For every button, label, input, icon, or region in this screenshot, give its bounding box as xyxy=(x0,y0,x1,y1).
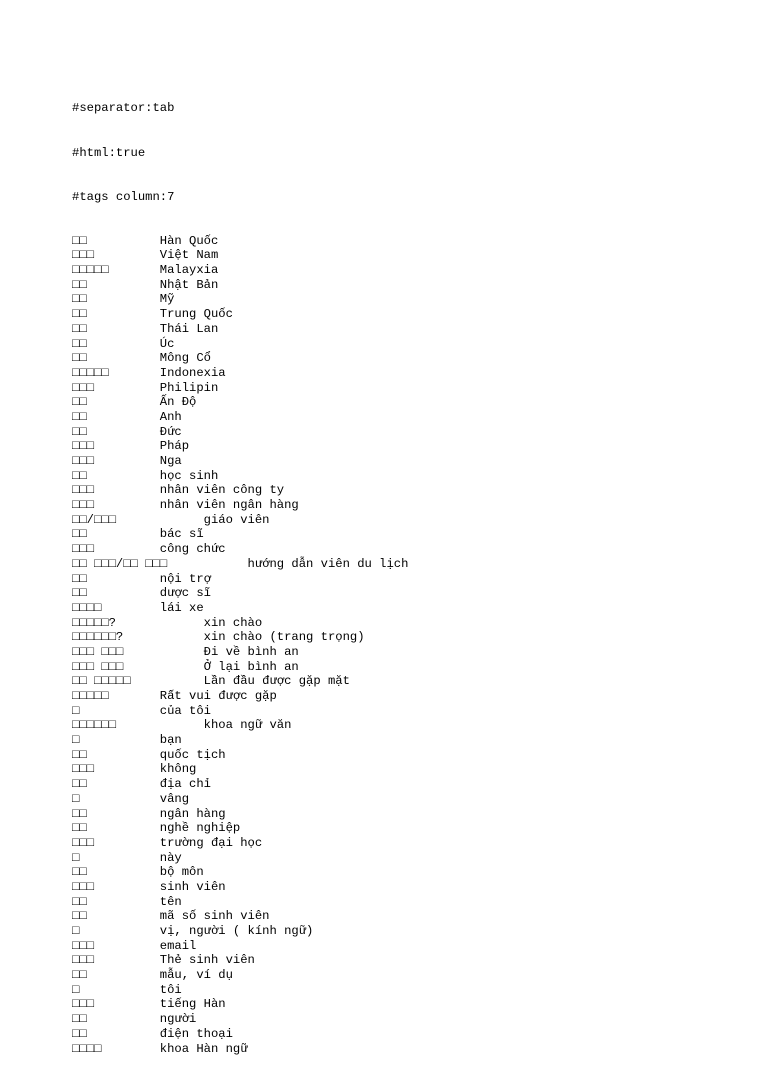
header-line: #separator:tab xyxy=(72,101,175,116)
vocabulary-row: □□□ Việt Nam xyxy=(72,248,219,263)
vocabulary-row: □□□□ lái xe xyxy=(72,600,204,615)
vocabulary-row: □□ bác sĩ xyxy=(72,527,204,542)
vocabulary-row: □□ Thái Lan xyxy=(72,321,219,336)
vocabulary-row: □□□□□ Indonexia xyxy=(72,365,226,380)
vocabulary-row: □□ Ấn Độ xyxy=(72,395,197,410)
vocabulary-row: □□ dược sĩ xyxy=(72,586,211,601)
vocabulary-row: □□□ tiếng Hàn xyxy=(72,997,226,1012)
vocabulary-row: □□ mẫu, ví dụ xyxy=(72,968,233,983)
vocabulary-row: □□ □□□□□ Lần đầu được gặp mặt xyxy=(72,674,350,689)
header-line: #html:true xyxy=(72,145,146,160)
vocabulary-row: □□□ Philipin xyxy=(72,380,219,395)
vocabulary-row: □□ Hàn Quốc xyxy=(72,233,219,248)
vocabulary-row: □□□ email xyxy=(72,938,197,953)
vocabulary-row: □□ nghề nghiệp xyxy=(72,821,241,836)
vocabulary-row: □ vị, người ( kính ngữ) xyxy=(72,924,314,938)
vocabulary-row: □□□□□? xin chào xyxy=(72,615,263,630)
vocabulary-row: □□ □□□/□□ □□□ hướng dẫn viên du lịch xyxy=(72,556,409,571)
vocabulary-row: □□ học sinh xyxy=(72,468,219,483)
vocabulary-row: □ của tôi xyxy=(72,703,211,718)
vocabulary-row: □□□ Nga xyxy=(72,454,182,468)
vocabulary-row: □ tôi xyxy=(72,982,182,997)
vocabulary-row: □□□□□ Malayxia xyxy=(72,263,219,278)
vocabulary-row: □□ Trung Quốc xyxy=(72,307,233,322)
vocabulary-row: □□ ngân hàng xyxy=(72,806,226,821)
vocabulary-row: □□ quốc tịch xyxy=(72,747,226,762)
vocabulary-row: □□ tên xyxy=(72,894,182,909)
vocabulary-row: □□ Úc xyxy=(72,336,175,351)
vocabulary-row: □ bạn xyxy=(72,733,182,748)
vocabulary-row: □□□ □□□ Ở lại bình an xyxy=(72,659,299,674)
vocabulary-row: □□ Mông Cổ xyxy=(72,351,211,366)
header-line: #tags column:7 xyxy=(72,189,175,204)
vocabulary-row: □□/□□□ giáo viên xyxy=(72,512,270,527)
vocabulary-row: □□□ sinh viên xyxy=(72,879,226,894)
vocabulary-list xyxy=(72,234,732,1057)
vocabulary-text-block xyxy=(72,72,732,1086)
vocabulary-row: □□ Mỹ xyxy=(72,292,175,307)
vocabulary-row: □□□□□ Rất vui được gặp xyxy=(72,689,277,703)
vocabulary-row: □ này xyxy=(72,850,182,865)
vocabulary-row: □□□ công chức xyxy=(72,542,226,557)
vocabulary-row: □□ người xyxy=(72,1012,197,1027)
vocabulary-row: □□□ Pháp xyxy=(72,439,190,454)
vocabulary-row: □□ nội trợ xyxy=(72,571,211,586)
vocabulary-row: □□□ nhân viên công ty xyxy=(72,483,285,498)
vocabulary-row: □□ địa chỉ xyxy=(72,777,211,792)
vocabulary-row: □□□ nhân viên ngân hàng xyxy=(72,498,299,513)
vocabulary-row: □□□ không xyxy=(72,762,197,777)
vocabulary-row: □□ Đức xyxy=(72,424,182,439)
vocabulary-row: □□ điện thoại xyxy=(72,1026,233,1041)
vocabulary-row: □□□□□□ khoa ngữ văn xyxy=(72,718,292,733)
vocabulary-row: □□ Anh xyxy=(72,409,182,424)
vocabulary-row: □□□□ khoa Hàn ngữ xyxy=(72,1041,248,1056)
vocabulary-row: □ vâng xyxy=(72,791,190,806)
vocabulary-row: □□ mã số sinh viên xyxy=(72,909,270,924)
vocabulary-row: □□□ trường đại học xyxy=(72,835,263,850)
vocabulary-row: □□□□□□? xin chào (trang trọng) xyxy=(72,630,365,645)
vocabulary-row: □□□ □□□ Đi về bình an xyxy=(72,644,299,659)
vocabulary-row: □□ Nhật Bản xyxy=(72,277,219,292)
vocabulary-row: □□ bộ môn xyxy=(72,865,204,880)
vocabulary-row: □□□ Thẻ sinh viên xyxy=(72,953,255,968)
